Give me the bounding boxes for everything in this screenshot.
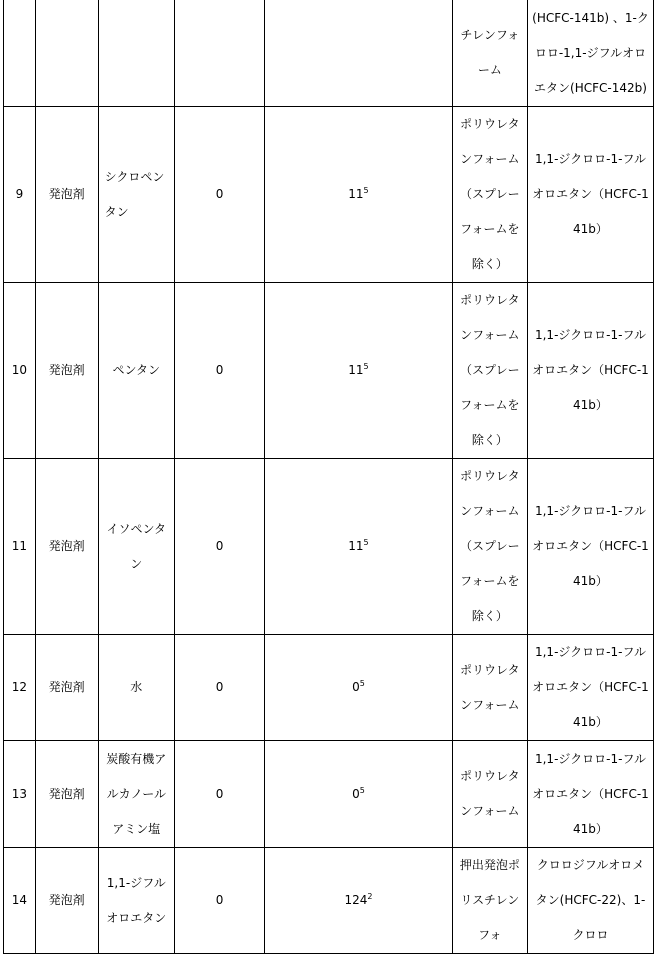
application-cell: ポリウレタンフォーム（スプレーフォームを除く） — [452, 459, 527, 635]
substance-cell: ペンタン — [98, 283, 174, 459]
gwp-cell: 0 — [174, 107, 264, 283]
replaced-substance-cell: クロロジフルオロメタン(HCFC-22)、1-クロロ — [527, 848, 653, 954]
value-text: 11 — [348, 363, 364, 377]
row-number: 11 — [4, 459, 36, 635]
substance-table — [3, 0, 654, 954]
row-number: 14 — [4, 848, 36, 954]
replaced-substance-cell: 1,1-ジクロロ-1-フルオロエタン（HCFC-141b） — [527, 107, 653, 283]
value-footnote: 5 — [363, 538, 369, 547]
value-footnote: 5 — [359, 679, 365, 688]
application-cell: ポリウレタンフォーム — [452, 741, 527, 848]
gwp-cell: 0 — [174, 741, 264, 848]
table-row — [4, 0, 654, 107]
value-cell — [265, 107, 452, 283]
row-number: 9 — [4, 107, 36, 283]
replaced-substance-cell: 1,1-ジクロロ-1-フルオロエタン（HCFC-141b） — [527, 459, 653, 635]
category-cell: 発泡剤 — [35, 283, 98, 459]
value-cell — [265, 0, 452, 107]
category-cell: 発泡剤 — [35, 459, 98, 635]
gwp-cell: 0 — [174, 635, 264, 741]
value-text: 11 — [348, 187, 364, 201]
value-cell — [265, 283, 452, 459]
replaced-substance-cell: 1,1-ジクロロ-1-フルオロエタン（HCFC-141b） — [527, 741, 653, 848]
row-number: 10 — [4, 283, 36, 459]
category-cell: 発泡剤 — [35, 741, 98, 848]
table-row — [4, 283, 654, 459]
application-cell: ポリウレタンフォーム（スプレーフォームを除く） — [452, 283, 527, 459]
table-row — [4, 635, 654, 741]
application-cell: ポリウレタンフォーム（スプレーフォームを除く） — [452, 107, 527, 283]
replaced-substance-cell: 1,1-ジクロロ-1-フルオロエタン（HCFC-141b） — [527, 283, 653, 459]
table-row — [4, 848, 654, 954]
value-cell — [265, 459, 452, 635]
substance-cell: イソペンタン — [98, 459, 174, 635]
value-cell — [265, 741, 452, 848]
row-number — [4, 0, 36, 107]
gwp-cell: 0 — [174, 848, 264, 954]
value-footnote: 2 — [367, 892, 373, 901]
application-cell: チレンフォーム — [452, 0, 527, 107]
value-text: 11 — [348, 539, 364, 553]
value-cell — [265, 635, 452, 741]
table-row — [4, 107, 654, 283]
category-cell: 発泡剤 — [35, 635, 98, 741]
value-footnote: 5 — [359, 785, 365, 795]
value-cell — [265, 848, 452, 954]
value-footnote: 5 — [363, 186, 369, 195]
category-cell — [35, 0, 98, 107]
substance-cell: 1,1-ジフルオロエタン — [98, 848, 174, 954]
category-cell: 発泡剤 — [35, 107, 98, 283]
application-cell: ポリウレタンフォーム — [452, 635, 527, 741]
value-text: 0 — [352, 786, 360, 801]
value-text: 124 — [344, 893, 368, 907]
application-cell: 押出発泡ポリスチレンフォ — [452, 848, 527, 954]
table-row — [4, 459, 654, 635]
table-row — [4, 741, 654, 848]
value-text: 0 — [352, 680, 360, 694]
category-cell: 発泡剤 — [35, 848, 98, 954]
gwp-cell: 0 — [174, 283, 264, 459]
value-footnote: 5 — [363, 362, 369, 371]
gwp-cell — [174, 0, 264, 107]
substance-cell: 水 — [98, 635, 174, 741]
substance-cell — [98, 0, 174, 107]
gwp-cell: 0 — [174, 459, 264, 635]
substance-cell: 炭酸有機アルカノールアミン塩 — [98, 741, 174, 848]
row-number: 13 — [4, 741, 36, 848]
row-number: 12 — [4, 635, 36, 741]
replaced-substance-cell: 1,1-ジクロロ-1-フルオロエタン（HCFC-141b） — [527, 635, 653, 741]
substance-cell: シクロペンタン — [98, 107, 174, 283]
replaced-substance-cell: (HCFC-141b) 、1-クロロ-1,1-ジフルオロエタン(HCFC-142b) — [527, 0, 653, 107]
